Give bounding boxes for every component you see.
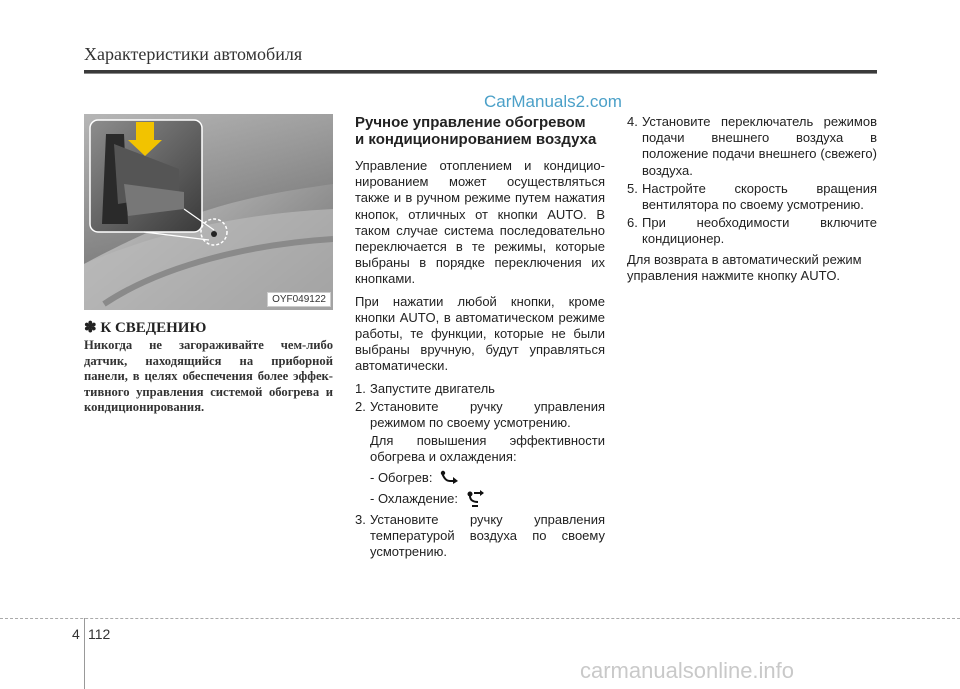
paragraph-auto-override: При нажатии любой кнопки, кроме кнопки AUTO, в автоматическом режиме работы, те функции, которые не были выбраны вручную, будут управляться автоматически. — [355, 293, 605, 374]
note-title: ✽ К СВЕДЕНИЮ — [84, 320, 207, 336]
step-item — [355, 399, 605, 431]
step-text: Установите переключатель режимов подачи внешнего воздуха в положение подачи внешнего (свежего) воздуха. — [642, 114, 877, 178]
step-number: 1. — [355, 380, 366, 396]
step-number: 4. — [627, 114, 638, 129]
auto-return-note: Для возврата в автоматический режим управления нажмите кнопку AUTO. — [627, 251, 862, 283]
step-item — [355, 512, 605, 561]
header-divider-thin — [84, 73, 877, 74]
chapter-title: Характеристики автомобиля — [84, 44, 303, 64]
right-column — [627, 114, 877, 290]
watermark-bottom: carmanualsonline.info — [580, 658, 795, 683]
floor-vent-icon — [438, 470, 460, 486]
section-title — [355, 114, 605, 148]
efficiency-note: Для повышения эффективности обогрева и охлаждения: — [370, 433, 605, 465]
step-item — [627, 181, 877, 213]
note-body: Никогда не загораживайте чем-либо датчик, находящийся на приборной панели, в целях обеспечения более эффек-тивного управления системой обогрева и кондиционирования. — [84, 338, 333, 414]
section-title-line2: и кондиционированием воздуха — [355, 131, 597, 148]
page-number: 112 — [88, 626, 111, 642]
main-column — [355, 114, 605, 562]
arrow-icon — [136, 122, 154, 140]
step-text: Установите ручку управления температурой воздуха по своему усмотрению. — [370, 511, 605, 560]
cooling-mode-line — [355, 490, 605, 508]
dashboard-sensor-figure — [84, 114, 333, 310]
face-vent-icon — [464, 490, 486, 508]
step-number: 3. — [355, 511, 366, 527]
footer-vertical-line — [84, 618, 85, 689]
dashboard-photo — [84, 114, 333, 310]
step-number: 5. — [627, 180, 638, 196]
step-item — [627, 215, 877, 247]
footer-divider — [0, 618, 960, 619]
step-text: При необходимости включите кондиционер. — [642, 215, 877, 247]
step-text: Настройте скорость вращения вентилятора по своему усмотрению. — [642, 180, 877, 213]
step-number: 6. — [627, 215, 638, 231]
heating-mode-line — [355, 470, 605, 486]
chapter-number: 4 — [72, 626, 80, 642]
watermark-top: CarManuals2.com — [484, 92, 622, 111]
step-text: Запустите двигатель — [370, 380, 495, 396]
paragraph-manual-mode: Управление отоплением и кондицио-нированием может осуществляться также и в ручном режиме путем нажатия кнопок, отличных от кнопки AUTO. В таком случае система последовательно переключается в те режимы, которые выбраны в порядке переключения их кнопками. — [355, 158, 605, 287]
cooling-label: - Охлаждение: — [370, 490, 459, 506]
step-text: Установите ручку управления режимом по своему усмотрению. — [370, 398, 605, 431]
step-item — [627, 114, 877, 179]
step-item — [355, 381, 605, 397]
section-title-line1: Ручное управление обогревом — [355, 114, 586, 131]
heating-label: - Обогрев: — [370, 469, 433, 485]
figure-code: OYF049122 — [267, 292, 331, 307]
step-number: 2. — [355, 398, 366, 414]
